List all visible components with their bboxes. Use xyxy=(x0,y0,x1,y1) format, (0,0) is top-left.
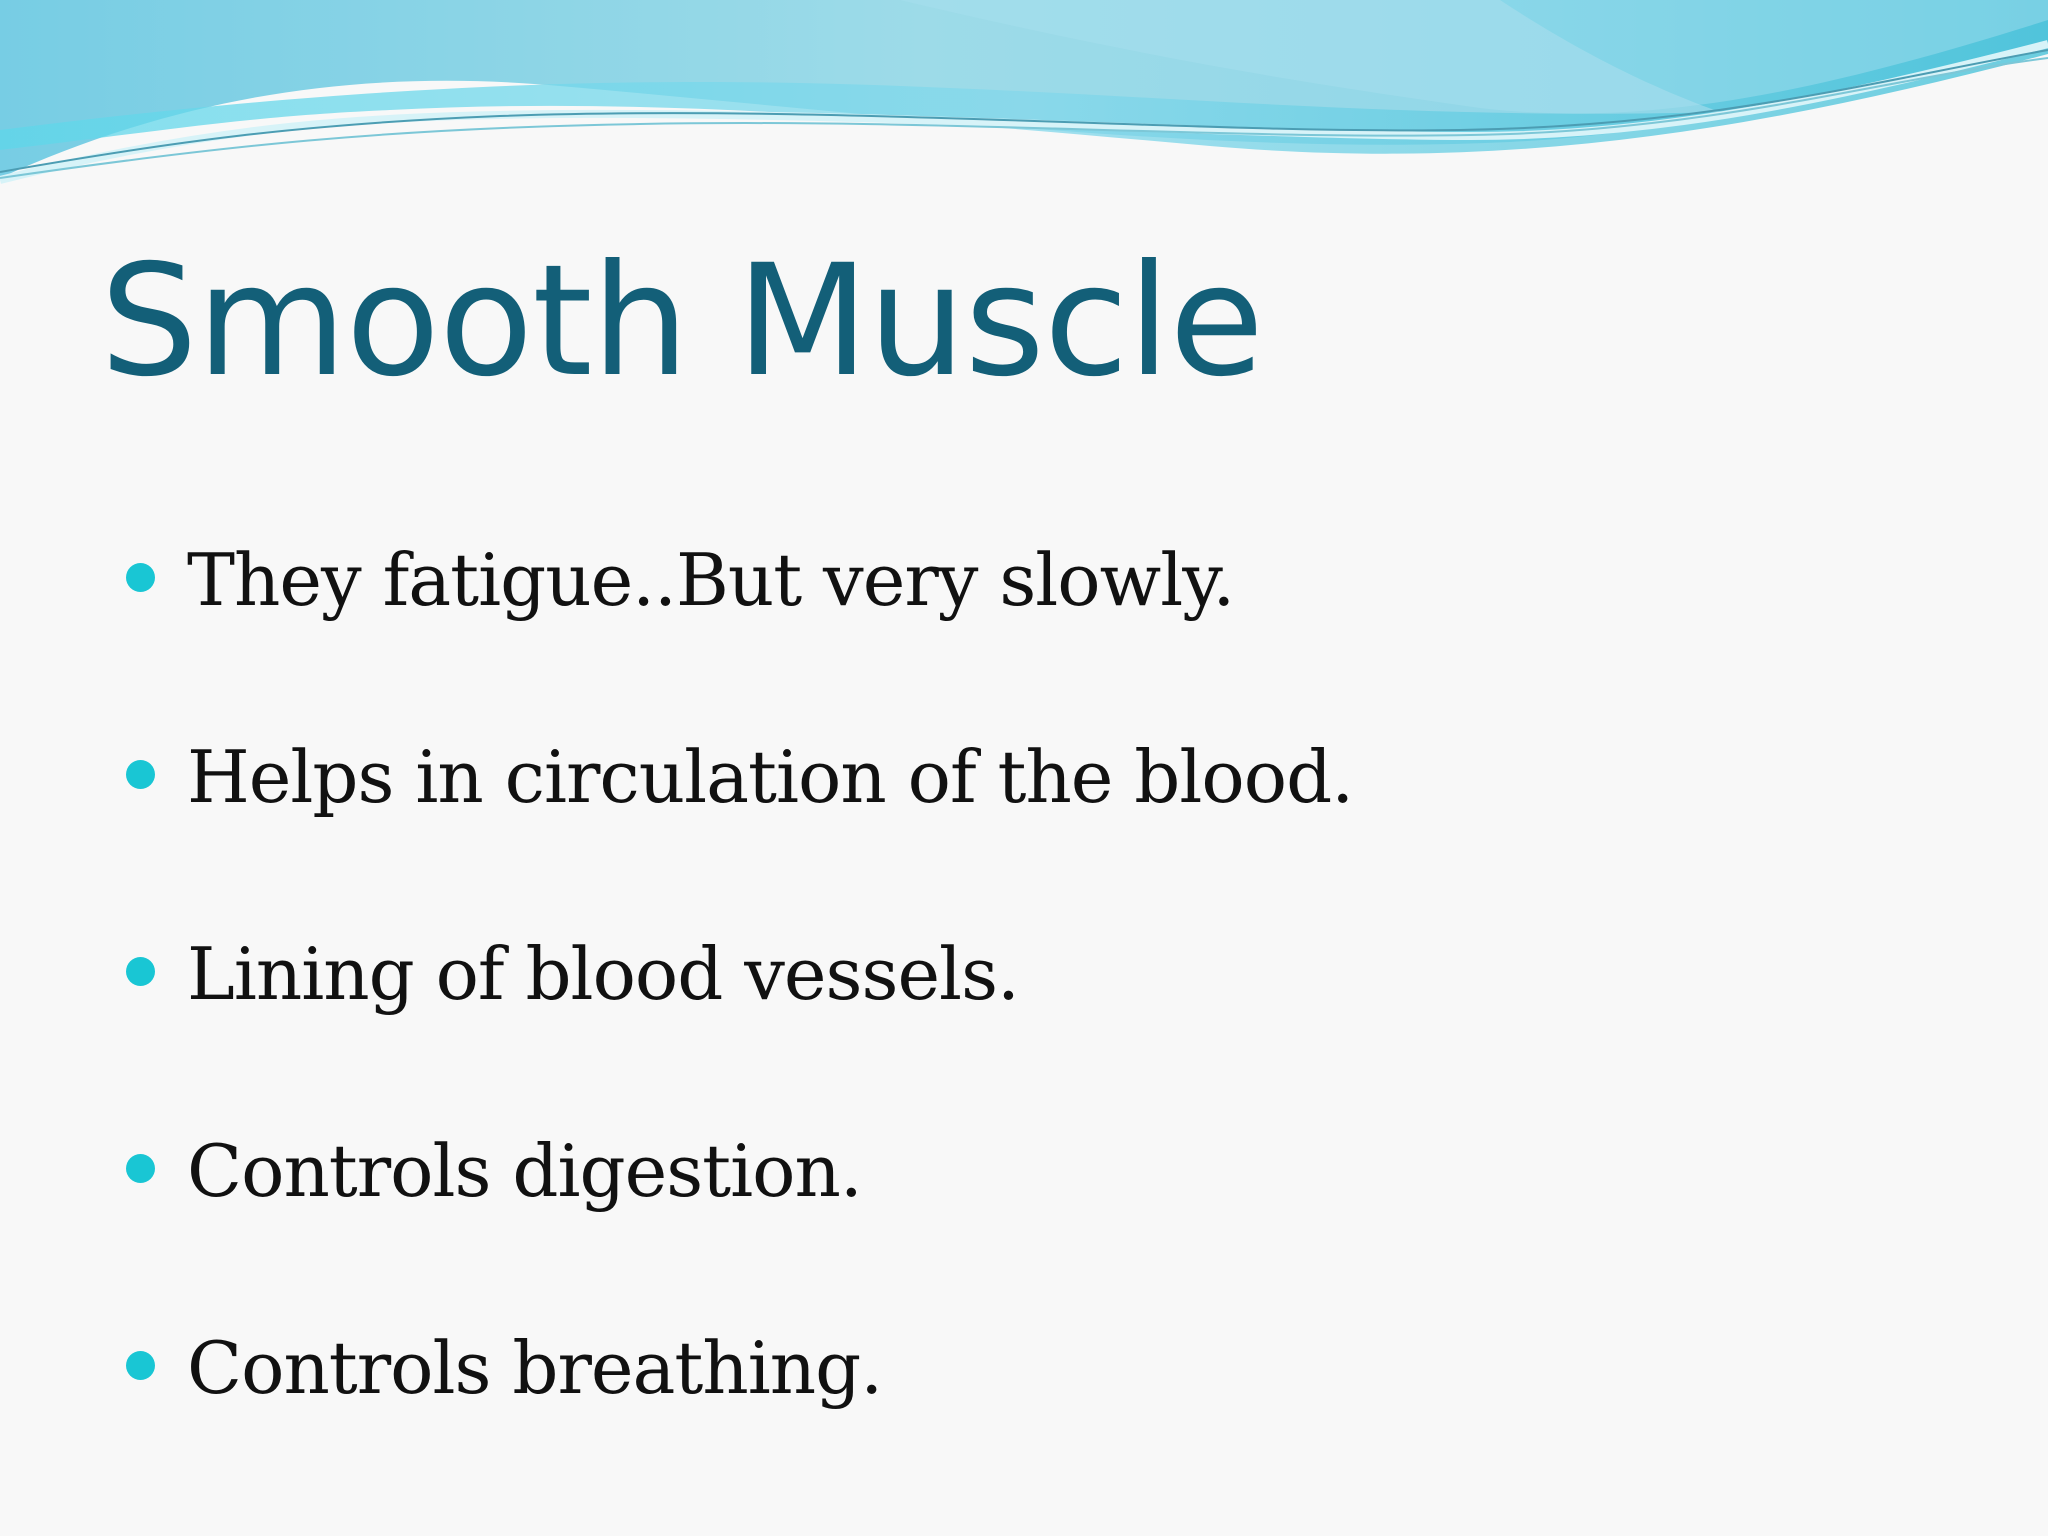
bullet-icon xyxy=(126,1154,155,1183)
slide-title: Smooth Muscle xyxy=(100,232,1264,411)
bullet-text: Controls breathing. xyxy=(187,1326,883,1410)
bullet-icon xyxy=(126,563,155,592)
bullet-item xyxy=(126,924,1353,1121)
bullet-icon xyxy=(126,1351,155,1380)
bullet-item xyxy=(126,1318,1353,1515)
bullet-text: Helps in circulation of the blood. xyxy=(187,735,1354,819)
bullet-item xyxy=(126,530,1353,727)
bullet-item xyxy=(126,727,1353,924)
header-wave-decoration xyxy=(0,0,2048,260)
bullet-text: They fatigue..But very slowly. xyxy=(187,538,1235,622)
bullet-icon xyxy=(126,957,155,986)
bullet-text: Controls digestion. xyxy=(187,1129,862,1213)
bullet-list xyxy=(126,530,1353,1515)
bullet-item xyxy=(126,1121,1353,1318)
bullet-text: Lining of blood vessels. xyxy=(187,932,1019,1016)
bullet-icon xyxy=(126,760,155,789)
